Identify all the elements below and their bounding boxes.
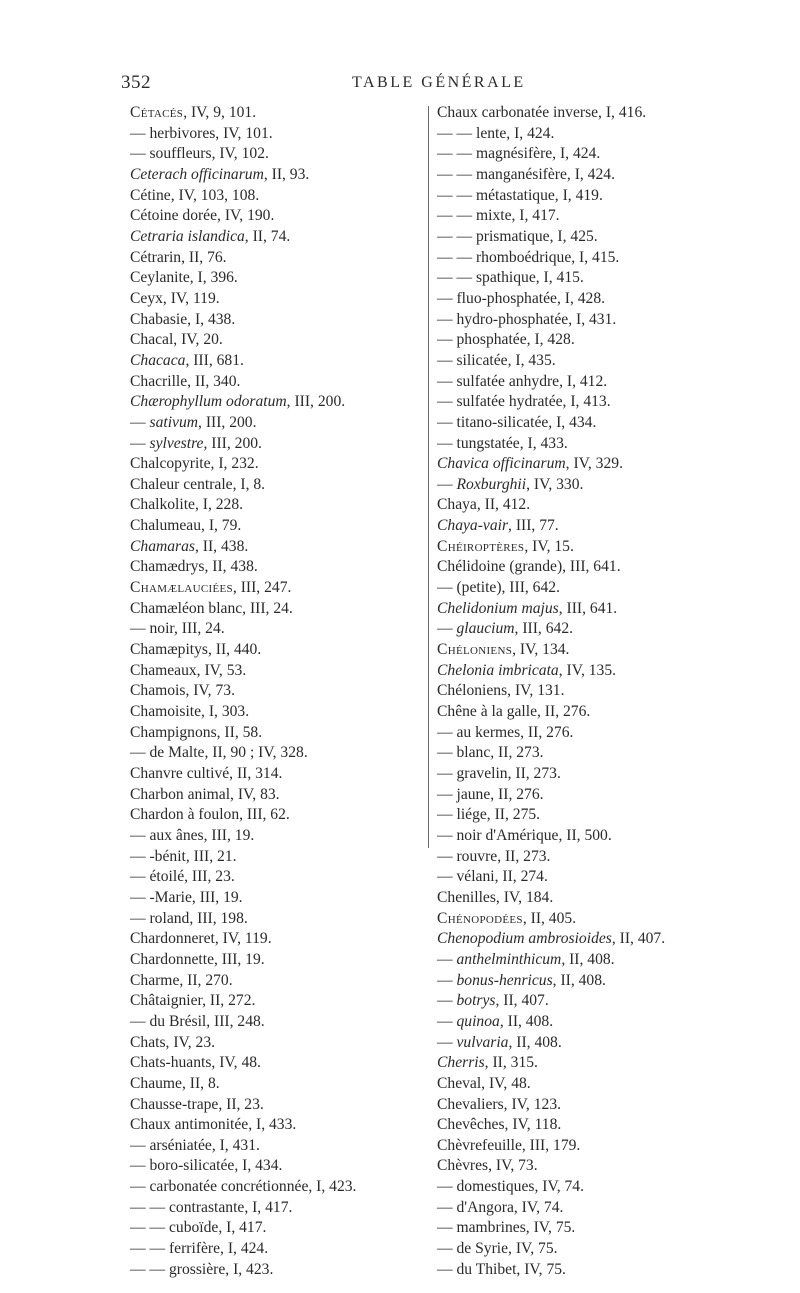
entry-text: , IV, 134. [512,641,570,659]
entry-text: , III, 641. [558,599,618,617]
index-entry [130,1218,420,1239]
entry-italic-term: bonus-henricus [456,971,553,989]
index-entry [437,681,737,702]
index-entry [437,619,737,640]
index-entry [437,1012,737,1033]
index-entry [437,1198,737,1219]
index-entry [437,1074,737,1095]
entry-text: Chamois, IV, 73. [130,682,235,700]
running-head: TABLE GÉNÉRALE [352,74,526,91]
entry-text: , II, 93. [263,165,310,183]
entry-text: Chèvres, IV, 73. [437,1157,538,1175]
entry-text: — sulfatée anhydre, I, 412. [437,372,608,390]
entry-text: , III, 200. [286,393,346,411]
index-entry [130,165,420,186]
index-entry [130,227,420,248]
entry-italic-term: Chelonia imbricata [437,661,559,679]
index-entry [437,640,737,661]
index-entry [130,640,420,661]
index-entry [437,537,737,558]
entry-text: — sulfatée hydratée, I, 413. [437,393,611,411]
entry-text: — [130,413,150,431]
index-entry [130,268,420,289]
index-entry [130,743,420,764]
entry-text: — noir d'Amérique, II, 500. [437,826,612,844]
entry-text: — arséniatée, I, 431. [130,1136,260,1154]
entry-text: — [437,992,457,1010]
entry-text: , III, 642. [514,620,574,638]
entry-italic-term: Cetraria islandica [130,227,245,245]
entry-text: Chaux antimonitée, I, 433. [130,1116,297,1134]
index-entry [130,495,420,516]
index-entry [130,454,420,475]
entry-text: Chardonneret, IV, 119. [130,930,272,948]
index-entry [437,991,737,1012]
index-entry [130,1156,420,1177]
index-entry [130,723,420,744]
index-entry [437,867,737,888]
entry-text: — noir, III, 24. [130,620,225,638]
index-entry [437,372,737,393]
entry-text: Champignons, II, 58. [130,723,263,741]
entry-text: — — spathique, I, 415. [437,269,584,287]
index-entry [130,867,420,888]
entry-text: — gravelin, II, 273. [437,765,561,782]
index-entry [437,289,737,310]
index-entry [130,929,420,950]
index-entry [130,206,420,227]
entry-italic-term: botrys [456,992,496,1010]
entry-text: , II, 408. [552,971,606,989]
index-entry [130,1239,420,1260]
index-entry [437,557,737,578]
entry-text: — — contrastante, I, 417. [130,1198,293,1216]
entry-text: Chèvrefeuille, III, 179. [437,1136,581,1154]
entry-text: , II, 74. [244,227,291,245]
entry-italic-term: Roxburghii [456,475,527,493]
entry-text: — [130,434,150,452]
entry-smallcaps-term: Chénopodées [437,909,523,927]
entry-text: Chameaux, IV, 53. [130,661,247,679]
entry-text: Chevêches, IV, 118. [437,1116,562,1134]
index-entry [437,805,737,826]
index-entry [130,392,420,413]
entry-text: — carbonatée concrétionnée, I, 423. [130,1178,357,1196]
index-entry [130,1074,420,1095]
index-entry [437,392,737,413]
entry-text: — [437,620,457,638]
index-entry [130,702,420,723]
index-entry [437,971,737,992]
entry-text: Chaux carbonatée inverse, I, 416. [437,104,647,121]
index-entry [130,681,420,702]
entry-text: — de Syrie, IV, 75. [437,1240,558,1258]
index-entry [437,1095,737,1116]
entry-text: — titano-silicatée, I, 434. [437,413,597,431]
entry-italic-term: Chærophyllum odoratum [130,393,287,411]
entry-text: , IV, 329. [565,455,623,473]
entry-text: Chenilles, IV, 184. [437,888,554,906]
entry-text: — d'Angora, IV, 74. [437,1198,564,1216]
entry-text: Châtaignier, II, 272. [130,992,256,1010]
entry-text: Chabasie, I, 438. [130,310,236,328]
entry-text: Chaume, II, 8. [130,1074,220,1092]
entry-text: — roland, III, 198. [130,909,248,927]
index-entry [130,764,420,785]
entry-italic-term: Chaya-vair [437,517,509,535]
entry-text: — silicatée, I, 435. [437,351,556,369]
entry-text: — -bénit, III, 21. [130,847,237,865]
entry-italic-term: Chelidonium majus [437,599,559,617]
entry-text: , III, 200. [203,434,262,452]
entry-text: Ceylanite, I, 396. [130,269,238,287]
entry-text: , III, 681. [185,351,244,369]
index-entry [437,1033,737,1054]
index-entry [130,413,420,434]
entry-italic-term: Chacaca [130,351,186,369]
entry-text: , III, 77. [508,517,559,535]
entry-text: Charme, II, 270. [130,971,233,989]
entry-text: — phosphatée, I, 428. [437,331,575,349]
entry-text: Chats, IV, 23. [130,1033,216,1051]
entry-text: Chanvre cultivé, II, 314. [130,765,283,782]
index-entry [437,909,737,930]
index-entry [130,950,420,971]
entry-text: , III, 200. [198,413,257,431]
entry-text: Cheval, IV, 48. [437,1074,531,1092]
entry-text: — [437,475,457,493]
index-entry [437,723,737,744]
index-entry [437,847,737,868]
entry-text: — — lente, I, 424. [437,124,555,142]
index-entry [437,599,737,620]
page-number: 352 [121,72,151,93]
entry-italic-term: anthelminthicum [456,950,562,968]
entry-italic-term: sylvestre [149,434,204,452]
entry-text: — blanc, II, 273. [437,744,544,762]
entry-text: , II, 405. [522,909,577,927]
index-entry [130,124,420,145]
index-entry [437,1115,737,1136]
index-entry [130,310,420,331]
entry-text: — du Thibet, IV, 75. [437,1260,566,1278]
entry-text: — vélani, II, 274. [437,868,548,886]
index-entry [130,1198,420,1219]
entry-text: Cétrarin, II, 76. [130,248,227,266]
index-entry [437,1177,737,1198]
entry-text: — — prismatique, I, 425. [437,227,598,245]
index-entry [437,1239,737,1260]
index-entry [130,1095,420,1116]
index-entry [437,888,737,909]
index-entry [130,1260,420,1281]
entry-text: Cétine, IV, 103, 108. [130,186,260,204]
entry-text: , IV, 135. [558,661,617,679]
index-entry [437,268,737,289]
entry-italic-term: glaucium [456,620,515,638]
entry-text: — domestiques, IV, 74. [437,1178,584,1196]
entry-text: — -Marie, III, 19. [130,888,243,906]
index-entry [130,144,420,165]
index-entry [130,537,420,558]
index-entry [130,557,420,578]
index-entry [130,991,420,1012]
entry-text: , II, 408. [508,1033,562,1051]
entry-italic-term: vulvaria [456,1033,509,1051]
entry-text: — [437,1033,457,1051]
index-entry [437,661,737,682]
entry-text: — — grossière, I, 423. [130,1260,274,1278]
index-entry [130,248,420,269]
index-entry [437,578,737,599]
entry-text: — — mixte, I, 417. [437,207,560,225]
entry-smallcaps-term: Chéloniens [437,641,513,659]
index-entry [437,248,737,269]
index-entry [130,1136,420,1157]
index-entry [130,909,420,930]
entry-text: — — magnésifère, I, 424. [437,145,601,163]
index-entry [437,764,737,785]
entry-text: — (petite), III, 642. [437,579,560,597]
entry-text: Chêne à la galle, II, 276. [437,703,591,721]
column-divider [428,106,429,848]
entry-text: , II, 315. [484,1054,538,1072]
index-entry [437,743,737,764]
index-entry [130,372,420,393]
index-entry [437,330,737,351]
entry-text: — — rhomboédrique, I, 415. [437,248,620,266]
entry-text: Chevaliers, IV, 123. [437,1095,562,1113]
entry-italic-term: Ceterach officinarum [130,165,264,183]
entry-text: Chamædrys, II, 438. [130,558,258,576]
index-entry [130,971,420,992]
index-entry [130,434,420,455]
entry-text: Chacrille, II, 340. [130,372,241,390]
entry-text: , II, 407. [611,930,666,948]
index-column-left [130,103,420,1280]
index-entry [437,310,737,331]
index-entry [437,1260,737,1281]
index-entry [437,227,737,248]
entry-smallcaps-term: Chamælauciées [130,579,233,597]
index-entry [437,1136,737,1157]
index-entry [437,144,737,165]
index-entry [130,805,420,826]
index-entry [437,186,737,207]
index-entry [130,578,420,599]
entry-text: — souffleurs, IV, 102. [130,145,269,163]
index-entry [437,516,737,537]
index-entry [130,186,420,207]
entry-text: — fluo-phosphatée, I, 428. [437,289,606,307]
entry-text: Chalkolite, I, 228. [130,496,244,514]
entry-text: Chacal, IV, 20. [130,331,223,349]
index-entry [130,661,420,682]
entry-text: Ceyx, IV, 119. [130,289,220,307]
entry-text: — de Malte, II, 90 ; IV, 328. [130,744,308,762]
index-entry [130,1053,420,1074]
entry-text: Charbon animal, IV, 83. [130,785,280,803]
index-entry [437,1218,737,1239]
index-entry [130,619,420,640]
index-entry [130,888,420,909]
entry-text: Chausse-trape, II, 23. [130,1095,264,1113]
entry-text: — hydro-phosphatée, I, 431. [437,310,617,328]
entry-text: , II, 408. [499,1012,554,1030]
entry-italic-term: Cherris [437,1054,485,1072]
entry-text: — — cuboïde, I, 417. [130,1219,267,1237]
entry-text: , II, 407. [495,992,549,1010]
index-entry [130,599,420,620]
entry-smallcaps-term: Chéiroptères [437,537,525,555]
entry-text: — — manganésifère, I, 424. [437,165,615,183]
entry-text: — aux ânes, III, 19. [130,826,255,844]
entry-text: Chats-huants, IV, 48. [130,1054,261,1072]
index-entry [130,103,420,124]
entry-text: Chamoisite, I, 303. [130,703,250,721]
index-entry [437,351,737,372]
entry-text: Chalcopyrite, I, 232. [130,455,259,473]
entry-text: Chaleur centrale, I, 8. [130,475,266,493]
entry-text: — liége, II, 275. [437,806,541,824]
entry-text: — rouvre, II, 273. [437,847,551,865]
entry-text: , III, 247. [232,579,292,597]
entry-text: , IV, 330. [526,475,584,493]
entry-text: — herbivores, IV, 101. [130,124,273,142]
entry-text: Chardon à foulon, III, 62. [130,806,290,824]
entry-text: — [437,950,457,968]
index-entry [437,1156,737,1177]
index-entry [437,475,737,496]
entry-text: — [437,1012,457,1030]
entry-italic-term: Chamaras [130,537,195,555]
index-entry [437,950,737,971]
entry-text: Chalumeau, I, 79. [130,517,242,535]
entry-text: Cétoine dorée, IV, 190. [130,207,275,225]
entry-text: — jaune, II, 276. [437,785,544,803]
index-entry [130,1033,420,1054]
entry-text: , II, 408. [561,950,615,968]
entry-text: , IV, 9, 101. [183,104,257,121]
entry-italic-term: quinoa [456,1012,500,1030]
index-entry [437,413,737,434]
index-entry [437,434,737,455]
index-column-right [437,103,737,1280]
entry-text: — — ferrifère, I, 424. [130,1240,269,1258]
index-entry [437,103,737,124]
entry-text: , II, 438. [195,537,249,555]
entry-text: Chéloniens, IV, 131. [437,682,565,700]
entry-text: Chamæpitys, II, 440. [130,641,262,659]
entry-smallcaps-term: Cétacés [130,104,184,121]
entry-text: — du Brésil, III, 248. [130,1012,265,1030]
entry-text: , IV, 15. [524,537,574,555]
index-entry [130,1012,420,1033]
entry-text: — étoilé, III, 23. [130,868,235,886]
index-entry [437,929,737,950]
index-entry [437,165,737,186]
entry-text: — tungstatée, I, 433. [437,434,568,452]
index-entry [130,1177,420,1198]
index-entry [437,124,737,145]
index-entry [130,289,420,310]
index-entry [437,206,737,227]
entry-italic-term: sativum [149,413,199,431]
index-entry [130,847,420,868]
entry-text: — — métastatique, I, 419. [437,186,603,204]
index-entry [437,702,737,723]
index-entry [130,785,420,806]
index-entry [130,826,420,847]
index-entry [437,1053,737,1074]
entry-text: — [437,971,457,989]
index-entry [437,454,737,475]
entry-text: — boro-silicatée, I, 434. [130,1157,283,1175]
entry-text: Chaya, II, 412. [437,496,531,514]
index-entry [130,330,420,351]
entry-italic-term: Chenopodium ambrosioides [437,930,612,948]
index-entry [130,516,420,537]
index-entry [130,475,420,496]
index-entry [437,495,737,516]
entry-italic-term: Chavica officinarum [437,455,566,473]
entry-text: — mambrines, IV, 75. [437,1219,576,1237]
index-entry [130,1115,420,1136]
entry-text: Chamæléon blanc, III, 24. [130,599,293,617]
entry-text: Chélidoine (grande), III, 641. [437,558,621,576]
index-entry [130,351,420,372]
index-entry [437,785,737,806]
entry-text: Chardonnette, III, 19. [130,950,265,968]
entry-text: — au kermes, II, 276. [437,723,574,741]
index-entry [437,826,737,847]
